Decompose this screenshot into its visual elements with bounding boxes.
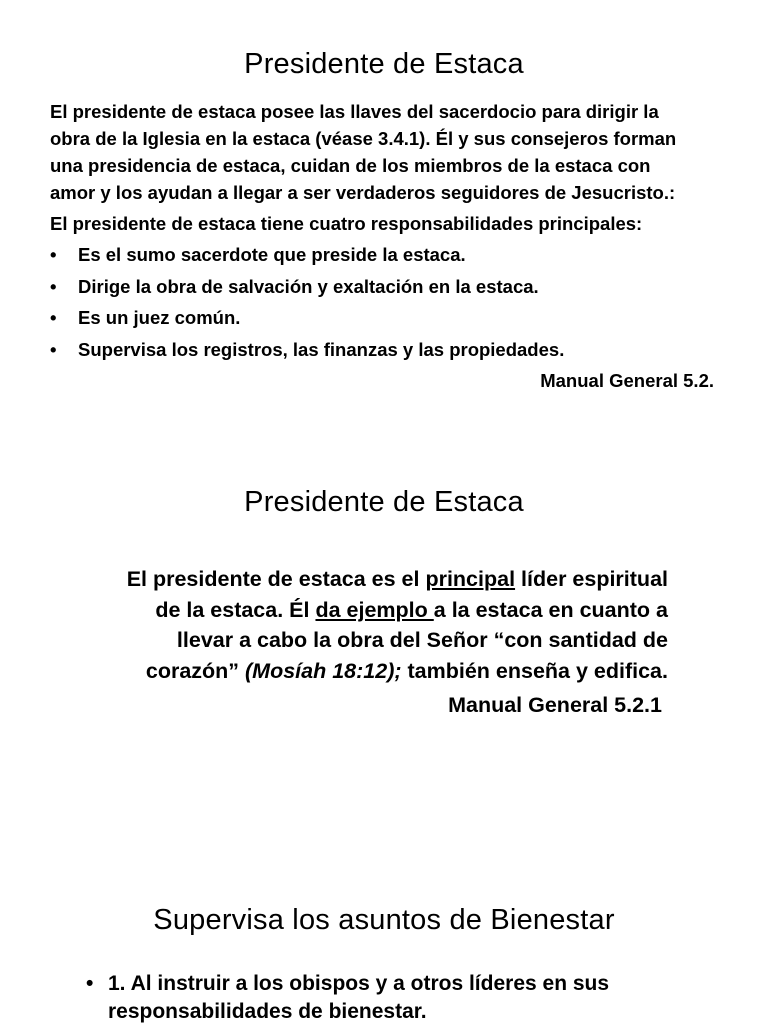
list-item-text: Supervisa los registros, las finanzas y las propiedades. bbox=[78, 338, 565, 360]
list-item bbox=[50, 334, 564, 366]
quote-text: de la estaca. Él bbox=[155, 597, 316, 622]
quote-line bbox=[60, 595, 668, 626]
quote-text: El presidente de estaca es el bbox=[126, 567, 426, 591]
list-item-text: Es un juez común. bbox=[78, 307, 241, 328]
quote-text: también enseña y edifica. bbox=[401, 658, 668, 683]
scripture-reference: (Mosíah 18:12); bbox=[245, 658, 402, 683]
quote-text: a la estaca en cuanto a bbox=[433, 597, 668, 622]
bullet-icon: • bbox=[50, 338, 57, 360]
responsibilities-list bbox=[50, 239, 564, 365]
bullet-icon: • bbox=[86, 972, 94, 995]
quote-underlined-text: principal bbox=[425, 567, 516, 591]
bullet-icon: • bbox=[50, 307, 57, 328]
quote-line bbox=[60, 564, 668, 595]
slide-2-source: Manual General 5.2.1 bbox=[448, 693, 662, 717]
quote-text: corazón” bbox=[145, 658, 246, 683]
quote-text: líder espiritual bbox=[515, 567, 668, 591]
intro-line: una presidencia de estaca, cuidan de los miembros de la estaca con bbox=[50, 155, 651, 176]
quote-line: llevar a cabo la obra del Señor “con santidad de bbox=[176, 628, 668, 652]
slide-1-intro bbox=[50, 98, 750, 206]
list-item bbox=[86, 970, 726, 1026]
slide-1-source: Manual General 5.2. bbox=[540, 370, 714, 391]
slide-3-title: Supervisa los asuntos de Bienestar bbox=[153, 904, 615, 936]
list-item bbox=[50, 239, 564, 271]
slide-2 bbox=[0, 420, 768, 760]
slide-1 bbox=[0, 0, 768, 420]
slide-1-title: Presidente de Estaca bbox=[244, 48, 524, 80]
slide-2-quote bbox=[60, 564, 668, 686]
intro-line: amor y los ayudan a llegar a ser verdaderos seguidores de Jesucristo.: bbox=[50, 182, 676, 203]
slide-1-lead: El presidente de estaca tiene cuatro responsabilidades principales: bbox=[50, 213, 643, 234]
bullet-icon: • bbox=[50, 275, 57, 297]
bullet-icon: • bbox=[50, 244, 57, 265]
quote-line bbox=[60, 656, 668, 687]
slide-2-title: Presidente de Estaca bbox=[244, 486, 524, 518]
list-item-text: Dirige la obra de salvación y exaltación en la estaca. bbox=[78, 275, 539, 297]
list-item-line: 1. Al instruir a los obispos y a otros líderes en sus bbox=[108, 972, 610, 995]
intro-line: El presidente de estaca posee las llaves del sacerdocio para dirigir la bbox=[50, 101, 659, 122]
intro-line: obra de la Iglesia en la estaca (véase 3.4.1). Él y sus consejeros forman bbox=[50, 128, 677, 149]
quote-underlined-text: da ejemplo bbox=[315, 597, 434, 622]
welfare-list bbox=[86, 970, 726, 1026]
list-item bbox=[50, 271, 564, 303]
slide-3 bbox=[0, 880, 768, 1024]
list-item-text: Es el sumo sacerdote que preside la estaca. bbox=[78, 244, 466, 265]
list-item bbox=[50, 302, 564, 334]
list-item-line: responsabilidades de bienestar. bbox=[108, 1000, 427, 1023]
